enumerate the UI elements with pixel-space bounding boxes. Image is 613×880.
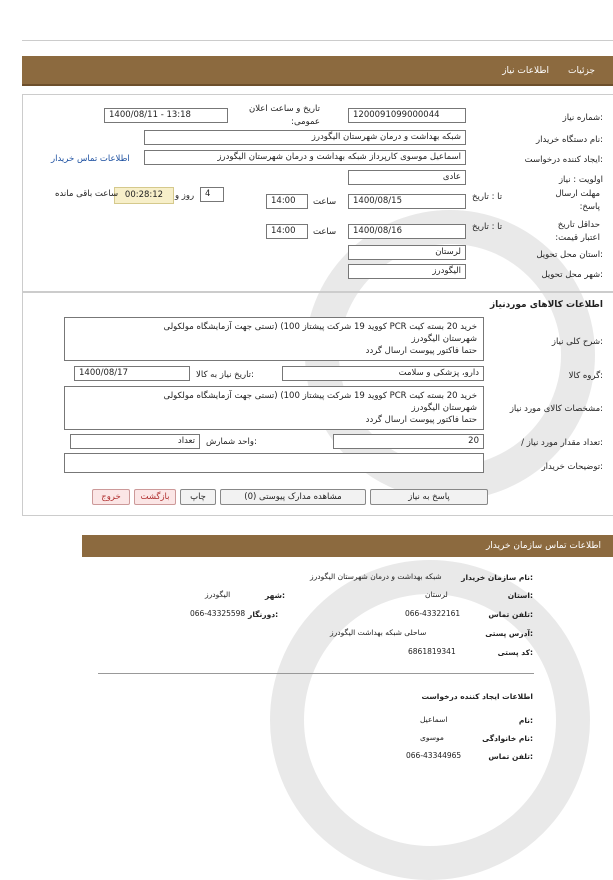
contact-city-label: شهر:: [265, 591, 285, 600]
qty-field: 20: [333, 434, 484, 449]
contact-section-title: اطلاعات تماس سازمان خریدار: [485, 541, 601, 551]
city-label: شهر محل تحویل:: [541, 270, 603, 280]
creator-section-title: اطلاعات ایجاد کننده درخواست: [421, 692, 533, 701]
buyer-org-field: شبکه بهداشت و درمان شهرستان الیگودرز: [144, 130, 466, 145]
contact-province-label: استان:: [507, 591, 533, 600]
contact-divider: [98, 673, 534, 674]
contact-fax-label: دورنگار:: [248, 610, 279, 619]
validity-time-field: 14:00: [266, 224, 308, 239]
reply-button[interactable]: پاسخ به نیاز: [370, 489, 488, 505]
remaining-days-label: روز و: [175, 191, 195, 201]
contact-postal-value: 6861819341: [408, 647, 456, 656]
deadline-time-field: 14:00: [266, 194, 308, 209]
unit-label: واحد شمارش:: [206, 437, 257, 447]
buyer-notes-field: [64, 453, 484, 473]
need-number-field: 1200091099000044: [348, 108, 466, 123]
validity-time-label: ساعت: [313, 227, 337, 237]
priority-field: عادی: [348, 170, 466, 185]
specs-line-1: خرید 20 بسته کیت PCR کووید 19 شرکت پیشتاز 100) (تستی جهت آزمایشگاه مولکولی: [163, 391, 477, 401]
tab-need-info[interactable]: اطلاعات نیاز: [502, 66, 549, 76]
general-desc-box: [64, 317, 484, 361]
tab-details[interactable]: جزئیات: [568, 66, 595, 76]
general-desc-line-2: شهرستان الیگودرز: [411, 334, 477, 344]
province-field: لرستان: [348, 245, 466, 260]
creator-phone-value: 066-43344965: [406, 751, 462, 760]
priority-label: اولویت : نیاز: [558, 175, 603, 185]
validity-date-field: 1400/08/16: [348, 224, 466, 239]
contact-province-value: لرستان: [425, 590, 448, 599]
deadline-label: مهلت ارسال پاسخ:: [555, 189, 600, 212]
qty-label: / تعداد مقدار مورد نیاز:: [521, 438, 603, 448]
need-date-field: 1400/08/17: [74, 366, 190, 381]
validity-label: حداقل تاریخ اعتبار قیمت:: [555, 220, 600, 243]
remaining-time-timer: 00:28:12: [114, 187, 174, 204]
buyer-contact-link[interactable]: اطلاعات تماس خریدار: [51, 154, 130, 164]
unit-field: تعداد: [70, 434, 200, 449]
back-button[interactable]: بازگشت: [134, 489, 176, 505]
general-desc-line-3: حتما فاکتور پیوست ارسال گردد: [365, 346, 477, 356]
contact-phone-value: 066-43322161: [405, 609, 461, 618]
province-label: استان محل تحویل:: [536, 250, 603, 260]
remaining-days-field: 4: [200, 187, 224, 202]
deadline-to-label: تا : تاریخ: [472, 192, 503, 202]
announce-field: 1400/08/11 - 13:18: [104, 108, 228, 123]
contact-phone-label: تلفن تماس:: [488, 610, 533, 619]
print-button[interactable]: چاپ: [180, 489, 216, 505]
contact-org-value: شبکه بهداشت و درمان شهرستان الیگودرز: [310, 572, 442, 581]
contact-address-label: آدرس پستی:: [485, 629, 533, 638]
attachments-button[interactable]: مشاهده مدارک پیوستی (0): [220, 489, 366, 505]
goods-section-title: اطلاعات کالاهای موردنیاز: [489, 300, 603, 310]
creator-last-name-value: موسوی: [420, 733, 444, 742]
buyer-notes-label: توضیحات خریدار:: [541, 462, 603, 472]
page-header: [22, 56, 613, 86]
general-desc-line-1: خرید 20 بسته کیت PCR کووید 19 شرکت پیشتاز 100) (تستی جهت آزمایشگاه مولکولی: [163, 322, 477, 332]
contact-postal-label: کد پستی:: [497, 648, 533, 657]
contact-fax-value: 066-43325598: [190, 609, 246, 618]
requester-field: اسماعیل موسوی کارپرداز شبکه بهداشت و درمان شهرستان الیگودرز: [144, 150, 466, 165]
creator-first-name-label: نام:: [518, 716, 533, 725]
need-date-label: تاریخ نیاز به کالا:: [196, 370, 254, 380]
group-label: گروه کالا:: [568, 371, 603, 381]
contact-org-label: نام سازمان خریدار:: [461, 573, 533, 582]
specs-line-3: حتما فاکتور پیوست ارسال گردد: [365, 415, 477, 425]
group-field: دارو، پزشکی و سلامت: [282, 366, 484, 381]
exit-button[interactable]: خروج: [92, 489, 130, 505]
creator-last-name-label: نام خانوادگی:: [482, 734, 533, 743]
specs-line-2: شهرستان الیگودرز: [411, 403, 477, 413]
city-field: الیگودرز: [348, 264, 466, 279]
specs-box: [64, 386, 484, 430]
specs-label: مشخصات کالای مورد نیاز:: [509, 404, 603, 414]
top-divider: [22, 40, 613, 41]
validity-to-label: تا : تاریخ: [472, 222, 503, 232]
requester-label: ایجاد کننده درخواست:: [524, 155, 603, 165]
contact-section-header: [82, 535, 613, 557]
creator-phone-label: تلفن تماس:: [488, 752, 533, 761]
need-number-label: شماره نیاز:: [562, 113, 603, 123]
contact-city-value: الیگودرز: [205, 590, 231, 599]
buyer-org-label: نام دستگاه خریدار:: [536, 135, 603, 145]
contact-address-value: ساحلی شبکه بهداشت الیگودرز: [330, 628, 427, 637]
deadline-date-field: 1400/08/15: [348, 194, 466, 209]
announce-label: تاریخ و ساعت اعلان عمومی:: [248, 104, 320, 127]
remaining-suffix-label: ساعت باقی مانده: [55, 189, 119, 199]
general-desc-label: شرح کلی نیاز:: [551, 337, 603, 347]
creator-first-name-value: اسماعیل: [420, 715, 448, 724]
deadline-time-label: ساعت: [313, 197, 337, 207]
